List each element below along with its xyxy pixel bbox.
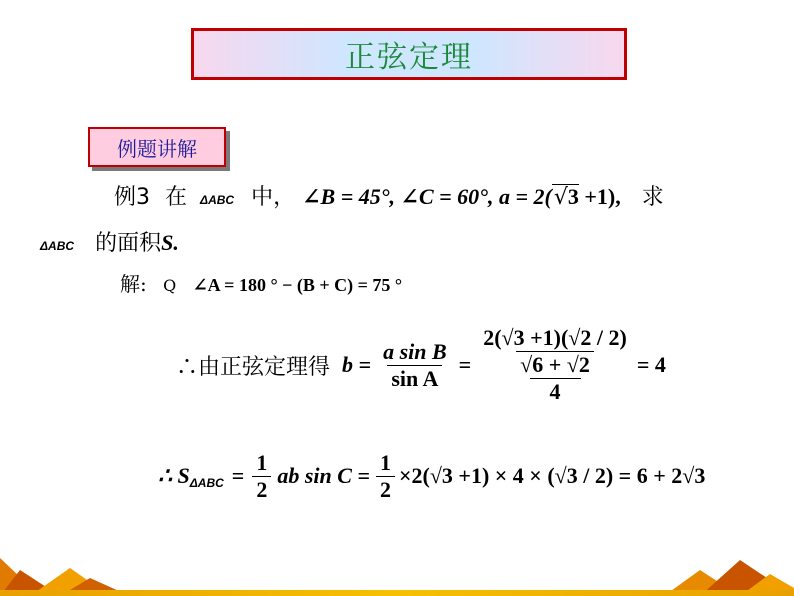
therefore-text: ∴由正弦定理得 xyxy=(176,354,331,380)
problem-line-1 xyxy=(114,180,664,211)
problem-line2-text: 的面积 xyxy=(95,231,162,256)
solution-line-1 xyxy=(120,268,402,297)
problem-ask: 求 xyxy=(641,185,664,210)
area-S: S. xyxy=(161,230,179,255)
area-subscript: ΔABC xyxy=(189,476,224,490)
sqrt-three: √3 xyxy=(553,184,579,210)
fraction-denominator: sin A xyxy=(387,365,442,392)
title-banner xyxy=(191,28,627,80)
b-equals: b = xyxy=(342,352,372,377)
area-prefix: ∴ S xyxy=(158,463,190,488)
solution-line-3 xyxy=(158,440,705,512)
problem-label: 例3 xyxy=(114,185,150,210)
half-num: 1 xyxy=(256,449,268,475)
denominator-bottom: 4 xyxy=(530,378,581,405)
problem-line-2 xyxy=(40,226,179,257)
section-tag xyxy=(88,127,226,167)
area-expression: ×2(√3 +1) × 4 × (√3 / 2) = 6 + 2√3 xyxy=(398,463,706,488)
b-result: = 4 xyxy=(636,352,666,377)
decorative-mountains xyxy=(0,548,794,596)
fraction-substituted xyxy=(479,325,631,405)
triangle-label-2: ΔABC xyxy=(40,239,75,253)
footer-bar xyxy=(0,590,794,596)
equals-sign: = xyxy=(458,352,472,377)
solution-line-2 xyxy=(176,300,666,430)
page-title: 正弦定理 xyxy=(345,40,473,75)
half-num-2: 1 xyxy=(379,449,391,475)
fraction-numerator: a sin B xyxy=(383,338,447,364)
angle-equation: ∠A = 180 ° − (B + C) = 75 ° xyxy=(192,275,403,295)
substituted-numerator: 2(√3 +1)(√2 / 2) xyxy=(483,325,627,350)
area-equals: = xyxy=(231,463,245,488)
half-fraction-2 xyxy=(376,450,395,503)
half-den-2: 2 xyxy=(376,476,395,503)
because-symbol: Q xyxy=(163,276,177,295)
solution-label: 解: xyxy=(120,272,147,296)
substituted-denominator xyxy=(516,351,594,405)
denominator-top: √6 + √2 xyxy=(520,352,590,377)
half-den: 2 xyxy=(252,476,271,503)
problem-mid: 中， xyxy=(251,185,296,210)
triangle-label-1: ΔABC xyxy=(200,193,235,207)
problem-conditions: ∠B = 45°, ∠C = 60°, a = 2( xyxy=(302,184,552,209)
problem-cond-tail: +1), xyxy=(578,184,621,209)
problem-in: 在 xyxy=(165,185,188,210)
half-fraction-1 xyxy=(252,450,271,503)
area-middle: ab sin C = xyxy=(277,463,370,488)
fraction-sine-law xyxy=(379,339,451,392)
section-tag-label: 例题讲解 xyxy=(117,136,197,161)
